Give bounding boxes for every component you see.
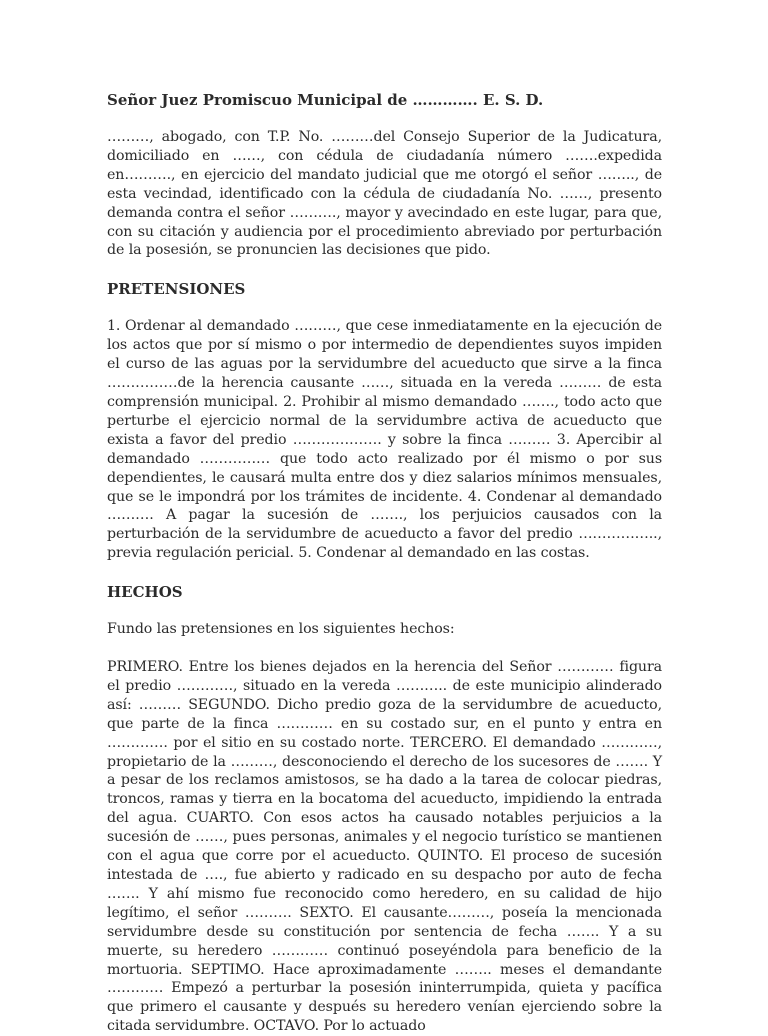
hechos-heading: HECHOS [107,583,183,602]
pretensiones-heading: PRETENSIONES [107,280,246,299]
hechos-intro-paragraph: Fundo las pretensiones en los siguientes hechos: [107,621,455,638]
document-title: Señor Juez Promiscuo Municipal de …………. E. S. D. [107,91,544,109]
intro-paragraph: ………, abogado, con T.P. No. ………del Consejo Superior de la Judicatura, domiciliado en ……, con cédula de ciudadanía número …….expedida en………., en ejercicio del mandato judicial que me otorgó el señor …….., de esta vecindad, identificado con la cédula de ciudadanía No. ……, presento demanda contra el señor ………., mayor y avecindado en este lugar, para que, con su citación y audiencia por el procedimiento abreviado por perturbación de la posesión, se pronuncien las decisiones que pido. [107,129,662,259]
hechos-paragraph: PRIMERO. Entre los bienes dejados en la herencia del Señor ………… figura el predio …………, situado en la vereda ……….. de este municipio alinderado así: ……… SEGUNDO. Dicho predio goza de la servidumbre de acueducto, que parte de la finca ………… en su costado sur, en el punto y entra en …………. por el sitio en su costado norte. TERCERO. El demandado …………, propietario de la ………, desconociendo el derecho de los sucesores de ……. Y a pesar de los reclamos amistosos, se ha dado a la tarea de colocar piedras, troncos, ramas y tierra en la bocatoma del acueducto, impidiendo la entrada del agua. CUARTO. Con esos actos ha causado notables perjuicios a la sucesión de ……, pues personas, animales y el negocio turístico se mantienen con el agua que corre por el acueducto. QUINTO. El proceso de sucesión intestada de …., fue abierto y radicado en su despacho por auto de fecha ……. Y ahí mismo fue reconocido como heredero, en su calidad de hijo legítimo, el señor ………. SEXTO. El causante………, poseía la mencionada servidumbre desde su constitución por sentencia de fecha ……. Y a su muerte, su heredero ………… continuó poseyéndola para beneficio de la mortuoria. SEPTIMO. Hace aproximadamente …….. meses el demandante ………… Empezó a perturbar la posesión ininterrumpida, quieta y pacífica que primero el causante y después su heredero venían ejerciendo sobre la citada servidumbre. OCTAVO. Por lo actuado [107,659,662,1035]
document-page [107,90,662,1036]
pretensiones-paragraph: 1. Ordenar al demandado ………, que cese inmediatamente en la ejecución de los actos que por sí mismo o por intermedio de dependientes suyos impiden el curso de las aguas por la servidumbre del acueducto que sirve a la finca ……………de la herencia causante ……, situada en la vereda ……… de esta comprensión municipal. 2. Prohibir al mismo demandado ……., todo acto que perturbe el ejercicio normal de la servidumbre activa de acueducto que exista a favor del predio ………………. y sobre la finca ……… 3. Apercibir al demandado …………… que todo acto realizado por él mismo o por sus dependientes, le causará multa entre dos y diez salarios mínimos mensuales, que se le impondrá por los trámites de incidente. 4. Condenar al demandado ………. A pagar la sucesión de ……., los perjuicios causados con la perturbación de la servidumbre de acueducto a favor del predio …………….., previa regulación pericial. 5. Condenar al demandado en las costas. [107,318,662,562]
